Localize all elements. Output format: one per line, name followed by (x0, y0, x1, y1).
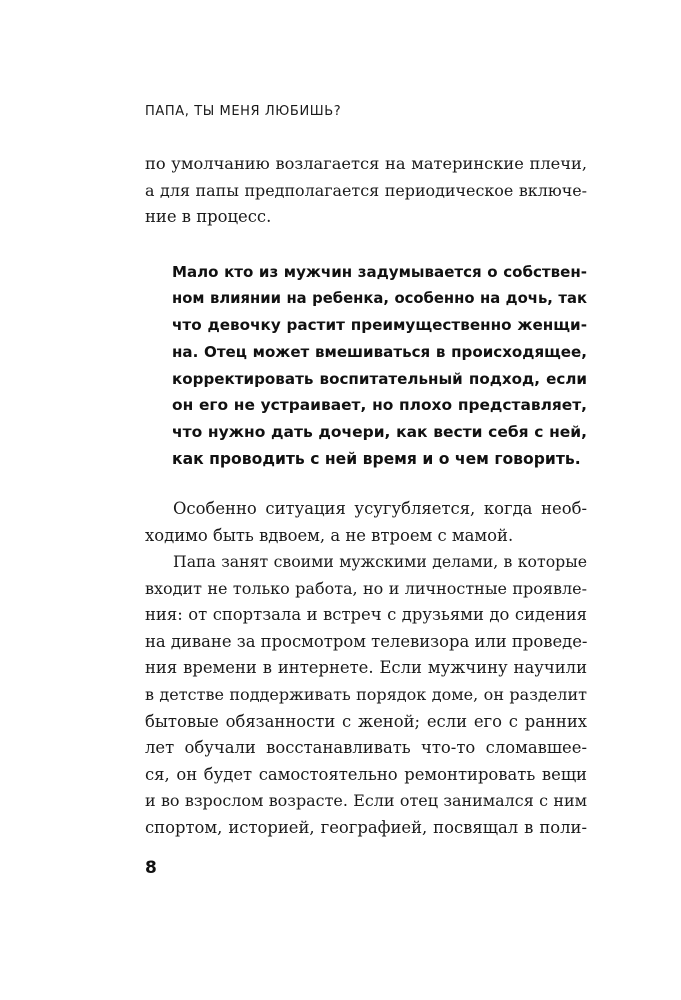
text-line: в детстве поддерживать порядок доме, он разделит (145, 684, 587, 704)
quote-line: на. Отец может вмешиваться в происходящее, (172, 343, 587, 362)
text-line: бытовые обязанности с женой; если его с ранних (145, 711, 587, 731)
text-line: спортом, историей, географией, посвящал в поли- (145, 817, 587, 837)
running-head: ПАПА, ТЫ МЕНЯ ЛЮБИШЬ? (145, 104, 342, 119)
pull-quote (172, 259, 587, 473)
text-line: ся, он будет самостоятельно ремонтировать вещи (145, 764, 587, 784)
quote-line: Мало кто из мужчин задумывается о собствен- (172, 263, 587, 281)
text-line: входит не только работа, но и личностные проявле- (145, 578, 587, 598)
paragraph-2 (145, 496, 587, 549)
text-line: и во взрослом возрасте. Если отец занимался с ним (145, 791, 587, 811)
text-line: по умолчанию возлагается на материнские плечи, (145, 154, 587, 173)
text-line: Папа занят своими мужскими делами, в которые (173, 552, 587, 571)
quote-line: как проводить с ней время и о чем говорить. (172, 449, 581, 468)
quote-line: что нужно дать дочери, как вести себя с ней, (172, 423, 587, 442)
text-line: Особенно ситуация усугубляется, когда необ- (173, 499, 587, 518)
intro-paragraph (145, 151, 587, 231)
page-number: 8 (145, 858, 157, 878)
paragraph-3 (145, 549, 587, 842)
text-line: ходимо быть вдвоем, а не втроем с мамой. (145, 525, 514, 545)
text-line: ние в процесс. (145, 207, 272, 227)
text-line: лет обучали восстанавливать что-то сломавшее- (145, 738, 587, 758)
quote-line: он его не устраивает, но плохо представляет, (172, 396, 587, 415)
text-line: ния: от спортзала и встреч с друзьями до сидения (145, 605, 587, 625)
text-line: а для папы предполагается периодическое включе- (145, 180, 587, 200)
text-line: на диване за просмотром телевизора или проведе- (145, 631, 588, 651)
quote-line: корректировать воспитательный подход, если (172, 369, 587, 388)
text-line: ния времени в интернете. Если мужчину научили (145, 658, 587, 678)
quote-line: ном влиянии на ребенка, особенно на дочь, так (172, 289, 587, 307)
quote-line: что девочку растит преимущественно женщи- (172, 316, 587, 335)
